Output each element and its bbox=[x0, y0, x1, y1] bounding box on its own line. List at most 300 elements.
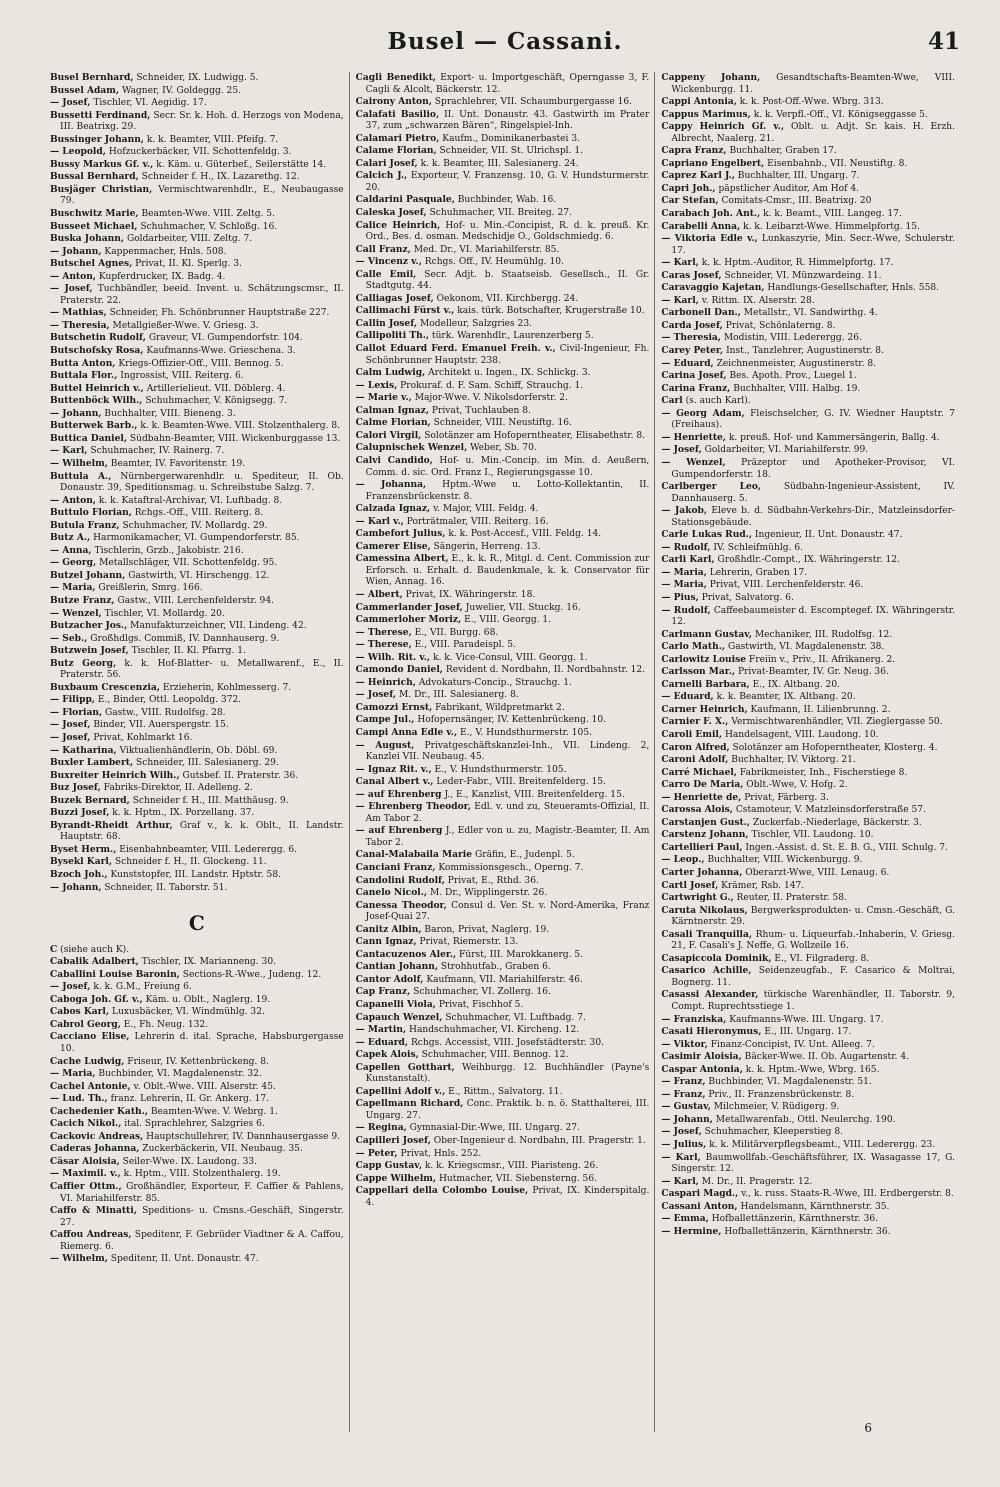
directory-entry bbox=[356, 553, 650, 589]
directory-entry bbox=[356, 789, 650, 802]
entry-details: Buchbinder, Wab. 16. bbox=[454, 195, 557, 206]
entry-name: Buschwitz Marie, bbox=[50, 208, 139, 220]
entry-details: Fürst, III. Marokkanerg. 5. bbox=[456, 949, 584, 960]
page-header bbox=[50, 28, 960, 62]
entry-details: Manufakturzeichner, VII. Lindeng. 42. bbox=[127, 621, 307, 632]
entry-name: — Florian, bbox=[50, 706, 103, 718]
entry-details: Tischlerin, Grzb., Jakobistr. 216. bbox=[91, 545, 244, 556]
directory-entry bbox=[661, 457, 955, 481]
directory-entry bbox=[661, 332, 955, 345]
directory-entry bbox=[661, 408, 955, 432]
entry-details: ital. Sprachlehrer, Salzgries 6. bbox=[121, 1119, 265, 1130]
directory-entry bbox=[356, 1135, 650, 1148]
directory-entry bbox=[661, 666, 955, 679]
entry-name: Caffier Ottm., bbox=[50, 1181, 122, 1193]
entry-name: Bysekl Karl, bbox=[50, 856, 113, 868]
entry-details: Metallgießer-Wwe. V. Griesg. 3. bbox=[109, 320, 259, 331]
entry-name: Buska Johann, bbox=[50, 233, 125, 245]
entry-name: — Therese, bbox=[355, 639, 412, 651]
directory-entry bbox=[356, 1098, 650, 1122]
entry-name: — Filipp, bbox=[50, 694, 95, 706]
entry-name: Cappy Heinrich Gf. v., bbox=[661, 121, 785, 133]
entry-details: Edl. v. und zu, Steueramts-Offizial, II. Am Tabor 2. bbox=[365, 802, 650, 824]
entry-name: Carbonell Dan., bbox=[661, 307, 741, 319]
directory-entry bbox=[661, 1026, 955, 1039]
entry-name: Butz Georg, bbox=[50, 657, 117, 669]
entry-details: k. k. Hptm., IX. Porzellang. 37. bbox=[109, 808, 255, 819]
entry-details: türk. Warenhdlr., Laurenzerberg 5. bbox=[429, 331, 594, 342]
entry-name: Capanelli Viola, bbox=[355, 999, 436, 1011]
column-2 bbox=[356, 72, 656, 1432]
directory-entry bbox=[356, 96, 650, 109]
entry-details: Fleischselcher, G. IV. Wiedner Hauptstr. 7 (Freihaus). bbox=[671, 408, 956, 431]
entry-details: Artillerielieut. VII. Döblerg. 4. bbox=[143, 383, 286, 394]
directory-entry bbox=[661, 395, 955, 408]
directory-entry bbox=[356, 133, 650, 146]
entry-details: Privat, Schönlaterng. 8. bbox=[722, 320, 836, 331]
directory-entry bbox=[356, 330, 650, 343]
directory-entry bbox=[661, 691, 955, 704]
entry-name: Capri Joh., bbox=[661, 182, 716, 194]
entry-name: Butta Anton, bbox=[50, 357, 116, 369]
entry-name: Caffo & Minatti, bbox=[50, 1205, 137, 1217]
entry-name: — Maria, bbox=[50, 1068, 96, 1080]
entry-name: — Wilh. Rit. v., bbox=[355, 651, 431, 663]
directory-entry bbox=[661, 1201, 955, 1214]
entry-name: Caprez Karl J., bbox=[661, 170, 735, 182]
directory-entry bbox=[661, 505, 955, 529]
entry-details: Privatgeschäftskanzlei-Inh., VII. Lindeng. 2, Kanzlei VII. Neubaug. 45. bbox=[365, 740, 650, 763]
entry-name: Carabach Joh. Ant., bbox=[661, 208, 761, 220]
entry-details: Metallstr., VI. Sandwirthg. 4. bbox=[740, 308, 878, 319]
entry-name: Camessina Albert, bbox=[355, 553, 449, 565]
entry-details: Kappenmacher, Hnls. 508. bbox=[101, 246, 227, 257]
directory-entry bbox=[356, 109, 650, 133]
entry-details: E., V. Hundsthurmerstr. 105. bbox=[457, 727, 592, 738]
directory-entry bbox=[661, 1101, 955, 1114]
entry-details: Bergwerksprodukten- u. Cmsn.-Geschäft, G. Kärntnerstr. 29. bbox=[671, 905, 956, 928]
directory-entry bbox=[50, 807, 344, 820]
entry-details: Civil-Ingenieur, Fh. Schönbrunner Hauptstr. 238. bbox=[365, 344, 650, 366]
entry-name: — Regina, bbox=[355, 1122, 407, 1134]
entry-details: E., VI. Filgraderg. 8. bbox=[771, 953, 870, 964]
entry-name: — Seb., bbox=[50, 632, 88, 644]
entry-details: Lunkaszyrie, Min. Secr.-Wwe, Schulerstr. 17. bbox=[671, 234, 956, 256]
directory-entry bbox=[50, 645, 344, 658]
entry-name: Cappeny Johann, bbox=[661, 72, 761, 83]
entry-details: E., Binder, Ottl. Leopoldg. 372. bbox=[94, 695, 242, 706]
entry-details: k. k. Post-Accesf., VIII. Feldg. 14. bbox=[445, 529, 602, 540]
directory-entry bbox=[356, 639, 650, 652]
directory-entry bbox=[50, 408, 344, 421]
entry-details: k. k. Beamter, III. Salesianerg. 24. bbox=[417, 158, 579, 169]
entry-name: Caron Alfred, bbox=[661, 741, 730, 753]
entry-name: Butz A., bbox=[50, 532, 91, 544]
entry-details: Secr. Sr. k. Hoh. d. Herzogs von Modena, III. Beatrixg. 29. bbox=[60, 110, 344, 133]
entry-details: Freiin v., Priv., II. Afrikanerg. 2. bbox=[746, 654, 896, 665]
directory-entry bbox=[50, 495, 344, 508]
entry-name: Buzzi Josef, bbox=[50, 807, 110, 819]
entry-details: v. Rittm. IX. Alserstr. 28. bbox=[698, 295, 815, 306]
entry-details: Privat, Tuchlauben 8. bbox=[429, 405, 531, 416]
entry-name: Calzada Ignaz, bbox=[355, 503, 431, 515]
directory-entry bbox=[356, 1062, 650, 1086]
entry-details: Export- u. Importgeschäft, Operngasse 3, F. Cagli & Alcolt, Bäckerstr. 12. bbox=[365, 73, 650, 95]
entry-details: Kunststopfer, III. Landstr. Hptstr. 58. bbox=[107, 870, 282, 880]
entry-name: — Martin, bbox=[355, 1024, 407, 1036]
entry-name: — Heinrich, bbox=[355, 676, 416, 688]
entry-name: Bussinger Johann, bbox=[50, 133, 144, 145]
entry-name: Cabrol Georg, bbox=[50, 1018, 121, 1030]
directory-entry bbox=[661, 529, 955, 542]
directory-entry bbox=[661, 742, 955, 755]
entry-details: Metallwarenfab., Ottl. Neulerchg. 190. bbox=[712, 1114, 896, 1125]
entry-name: Butzel Johann, bbox=[50, 569, 126, 581]
entry-name: Casarico Achille, bbox=[661, 965, 752, 977]
entry-name: Buttel Heinrich v., bbox=[50, 382, 144, 394]
entry-name: Callot Eduard Ferd. Emanuel Freih. v., bbox=[355, 343, 556, 355]
directory-entry bbox=[356, 318, 650, 331]
directory-entry bbox=[661, 1126, 955, 1139]
entry-name: Carner Heinrich, bbox=[661, 703, 748, 715]
directory-entry bbox=[356, 875, 650, 888]
directory-entry bbox=[356, 455, 650, 479]
entry-name: — Josef, bbox=[50, 981, 91, 993]
directory-entry bbox=[356, 170, 650, 194]
entry-name: Carey Peter, bbox=[661, 345, 724, 357]
directory-entry bbox=[50, 620, 344, 633]
directory-entry bbox=[356, 158, 650, 171]
directory-entry bbox=[50, 395, 344, 408]
entry-details: Privat, IX. Währingerstr. 18. bbox=[402, 589, 536, 600]
entry-details: k. k. Hof-Blatter- u. Metallwarenf., E., II. Praterstr. 56. bbox=[60, 658, 344, 681]
directory-entry bbox=[50, 856, 344, 869]
entry-name: — Anna, bbox=[50, 544, 92, 556]
entry-details: Privat, IX. Kinderspitalg. 4. bbox=[365, 1186, 650, 1208]
entry-name: Calvi Candido, bbox=[355, 454, 433, 466]
entry-details: J., Edler von u. zu, Magistr.-Beamter, II. Am Tabor 2. bbox=[365, 826, 650, 848]
entry-details: E., VII. Burgg. 68. bbox=[411, 627, 499, 638]
entry-details: Cstamoteur, V. Matzleinsdorferstraße 57. bbox=[732, 805, 926, 816]
directory-entry bbox=[661, 358, 955, 371]
directory-entry bbox=[50, 1093, 344, 1106]
directory-entry bbox=[50, 882, 344, 895]
entry-name: — Josef, bbox=[661, 444, 702, 456]
entry-name: Calori Virgil, bbox=[355, 429, 422, 441]
directory-entry bbox=[661, 1039, 955, 1052]
entry-details: Eleve b. d. Südbahn-Verkehrs-Dir., Matzleinsdorfer-Stationsgebäude. bbox=[671, 506, 956, 528]
directory-entry bbox=[661, 679, 955, 692]
directory-entry bbox=[50, 1006, 344, 1019]
directory-entry bbox=[356, 442, 650, 455]
entry-name: Canciani Franz, bbox=[355, 862, 436, 873]
entry-details: Rhum- u. Liqueurfab.-Inhaberin, V. Griesg. 21, F. Casali's J. Neffe, G. Wollzeile 16. bbox=[671, 929, 956, 952]
entry-name: Canal Albert v., bbox=[355, 776, 434, 788]
entry-details: Schneider, VII. St. Ulrichspl. 1. bbox=[436, 146, 584, 157]
directory-entry bbox=[661, 567, 955, 580]
entry-details: k. k. Hptm.-Auditor, R. Himmelpfortg. 17. bbox=[698, 258, 894, 269]
entry-details: Großhändler, Exporteur, F. Caffier & Pahlens, VI. Mariahilferstr. 85. bbox=[60, 1182, 344, 1204]
entry-details: Graveur, VI. Gumpendorfstr. 104. bbox=[145, 333, 303, 344]
entry-details: k. k. Leibarzt-Wwe. Himmelpfortg. 15. bbox=[740, 221, 920, 232]
entry-name: Capek Alois, bbox=[355, 1049, 419, 1061]
entry-details: Buchhalter, VIII. Bieneng. 3. bbox=[101, 408, 236, 419]
entry-name: Butschetin Rudolf, bbox=[50, 332, 146, 344]
directory-entry bbox=[50, 745, 344, 758]
page-number: 41 bbox=[927, 28, 960, 55]
directory-entry bbox=[661, 145, 955, 158]
directory-entry bbox=[661, 72, 955, 96]
directory-entry bbox=[50, 532, 344, 545]
directory-entry bbox=[50, 246, 344, 259]
entry-name: — Josef, bbox=[50, 97, 91, 109]
entry-name: Busel Bernhard, bbox=[50, 72, 134, 83]
entry-name: Butze Franz, bbox=[50, 594, 115, 606]
directory-entry bbox=[661, 716, 955, 729]
entry-details: Consul d. Ver. St. v. Nord-Amerika, Franz Josef-Quai 27. bbox=[365, 900, 650, 923]
entry-name: Cantian Johann, bbox=[355, 961, 438, 973]
entry-name: Cambefort Julius, bbox=[355, 528, 446, 540]
entry-name: — Hermine, bbox=[661, 1225, 722, 1237]
entry-name: Carabelli Anna, bbox=[661, 220, 741, 232]
entry-name: — Josef, bbox=[355, 689, 397, 701]
directory-entry bbox=[356, 367, 650, 380]
entry-details: Eisenbahnb., VII. Neustiftg. 8. bbox=[764, 158, 908, 169]
entry-details: Caffeebaumeister d. Escomptegef. IX. Währingerstr. 12. bbox=[671, 605, 956, 628]
entry-name: Calafati Basilio, bbox=[355, 108, 440, 120]
directory-entry bbox=[356, 652, 650, 665]
entry-name: Cantacuzenos Aler., bbox=[355, 948, 457, 960]
entry-name: Bussal Bernhard, bbox=[50, 171, 139, 183]
entry-name: — Johann, bbox=[50, 245, 102, 257]
entry-details: Revident d. Nordbahn, II. Nordbahnstr. 12. bbox=[442, 665, 646, 676]
entry-name: Callimachi Fürst v., bbox=[355, 305, 455, 317]
entry-name: Carle Lukas Rud., bbox=[661, 529, 753, 541]
entry-name: Calle Emil, bbox=[355, 268, 417, 280]
directory-entry bbox=[661, 1176, 955, 1189]
directory-entry bbox=[356, 776, 650, 789]
entry-name: — Wenzel, bbox=[661, 456, 726, 468]
entry-name: — Rudolf, bbox=[661, 604, 711, 616]
entry-details: Schuhmacher, IV. Rainerg. 7. bbox=[87, 446, 225, 457]
directory-entry bbox=[50, 570, 344, 583]
entry-details: Rchgs. Off., IV. Heumühlg. 10. bbox=[421, 257, 564, 268]
entry-details: Südbahn-Beamter, VIII. Wickenburggasse 13. bbox=[127, 433, 341, 444]
entry-name: Candolini Rudolf, bbox=[355, 874, 445, 886]
directory-entry bbox=[661, 96, 955, 109]
entry-name: Carnelli Barbara, bbox=[661, 678, 750, 690]
entry-name: Cassani Anton, bbox=[661, 1200, 738, 1212]
directory-entry bbox=[50, 844, 344, 857]
directory-entry bbox=[356, 430, 650, 443]
entry-details: Gräfin, E., Judenpl. 5. bbox=[472, 850, 575, 861]
directory-entry bbox=[661, 554, 955, 567]
entry-name: Cartwright G., bbox=[661, 892, 734, 904]
entry-details: kais. türk. Botschafter, Krugerstraße 10. bbox=[454, 306, 645, 317]
entry-name: Buxbaum Crescenzia, bbox=[50, 681, 160, 693]
entry-name: Call Franz, bbox=[355, 243, 411, 255]
entry-details: Prokuraf. d. F. Sam. Schiff, Strauchg. 1. bbox=[397, 380, 584, 391]
entry-details: M. Dr., Wipplingerstr. 26. bbox=[427, 888, 548, 899]
entry-details: Goldarbeiter, VIII. Zeltg. 7. bbox=[124, 234, 253, 245]
entry-details: Friseur, IV. Kettenbrückeng. 8. bbox=[124, 1056, 269, 1067]
directory-entry bbox=[356, 862, 650, 875]
entry-name: Capauch Wenzel, bbox=[355, 1011, 443, 1023]
directory-entry bbox=[356, 1012, 650, 1025]
entry-details: k. k. Militärverpflegsbeamt., VIII. Lederergg. 23. bbox=[706, 1140, 936, 1151]
directory-entry bbox=[661, 170, 955, 183]
entry-name: Butzwein Josef, bbox=[50, 645, 129, 657]
entry-name: Cache Ludwig, bbox=[50, 1055, 125, 1067]
entry-name: — Therese, bbox=[355, 626, 412, 638]
directory-entry bbox=[356, 541, 650, 554]
entry-name: Caroni Adolf, bbox=[661, 754, 729, 766]
entry-name: Cackovic Andreas, bbox=[50, 1130, 144, 1142]
entry-name: Caffou Andreas, bbox=[50, 1229, 132, 1241]
entry-details: Schuhmacher, Kleeperstieg 8. bbox=[701, 1127, 844, 1138]
entry-name: Cairony Anton, bbox=[355, 96, 432, 108]
entry-details: Hofballettänzerin, Kärnthnerstr. 36. bbox=[721, 1226, 891, 1237]
entry-details: Bes. Apoth. Prov., Luegel 1. bbox=[726, 371, 857, 382]
entry-details: Graf v., k. k. Oblt., II. Landstr. Hauptstr. 68. bbox=[60, 820, 344, 843]
entry-details: E., VIII. Paradeispl. 5. bbox=[411, 640, 516, 651]
entry-details: Tischler, VI. Mollardg. 20. bbox=[101, 608, 225, 619]
entry-name: Buttula A., bbox=[50, 470, 112, 482]
directory-entry bbox=[50, 1056, 344, 1069]
entry-name: Carlmann Gustav, bbox=[661, 628, 752, 640]
directory-entry bbox=[661, 1014, 955, 1027]
entry-name: — Leop., bbox=[661, 854, 705, 866]
entry-name: Cappus Marimus, bbox=[661, 108, 751, 120]
directory-entry bbox=[356, 220, 650, 244]
directory-entry bbox=[356, 1049, 650, 1062]
entry-details: v. Major, VIII. Feldg. 4. bbox=[430, 504, 539, 515]
directory-entry bbox=[661, 779, 955, 792]
entry-details: Solotänzer am Hofoperntheater, Klosterg. 4. bbox=[729, 742, 938, 753]
entry-name: Buxreiter Heinrich Wilh., bbox=[50, 769, 180, 781]
directory-entry bbox=[50, 658, 344, 682]
entry-details: M. Dr., II. Pragerstr. 12. bbox=[698, 1176, 813, 1187]
entry-details: Ingenieur, II. Unt. Donaustr. 47. bbox=[752, 530, 903, 541]
directory-entry bbox=[661, 1064, 955, 1077]
entry-details: Hauptschullehrer, IV. Dannhausergasse 9. bbox=[143, 1131, 341, 1142]
entry-name: Cartl Josef, bbox=[661, 879, 719, 891]
entry-name: Car Stefan, bbox=[661, 195, 719, 207]
entry-details: Oberarzt-Wwe, VIII. Lenaug. 6. bbox=[742, 868, 890, 878]
entry-name: Bussetti Ferdinand, bbox=[50, 109, 151, 121]
entry-name: Calice Heinrich, bbox=[355, 219, 441, 231]
directory-entry bbox=[50, 332, 344, 345]
entry-details: Kommissionsgesch., Operng. 7. bbox=[435, 863, 584, 873]
entry-details: k. k. Beamter, VIII. Pfeifg. 7. bbox=[143, 134, 279, 145]
running-title: Busel — Cassani. bbox=[387, 28, 623, 55]
entry-details: Binder, VII. Auerspergstr. 15. bbox=[90, 720, 229, 731]
entry-details: Schuhmacher, V. Königsegg. 7. bbox=[142, 396, 288, 407]
directory-entry bbox=[661, 953, 955, 966]
entry-name: Cappi Antonia, bbox=[661, 96, 737, 108]
entry-name: — Karl, bbox=[661, 1151, 701, 1163]
entry-details: türkische Warenhändler, II. Taborstr. 9, Compt. Ruprechtsstiege 1. bbox=[671, 990, 956, 1013]
directory-entry bbox=[661, 444, 955, 457]
entry-name: Cachedenier Kath., bbox=[50, 1105, 148, 1117]
entry-details: Gastw., VIII. Rudolfsg. 28. bbox=[102, 707, 226, 718]
entry-name: C bbox=[50, 943, 58, 955]
entry-name: Cap Franz, bbox=[355, 986, 411, 998]
entry-name: — Anton, bbox=[50, 494, 96, 506]
directory-entry bbox=[50, 732, 344, 745]
entry-name: — Ehrenberg Theodor, bbox=[355, 801, 471, 813]
entry-name: Bussy Markus Gf. v., bbox=[50, 158, 154, 170]
directory-entry bbox=[356, 801, 650, 825]
entry-name: Carlowitz Louise bbox=[661, 653, 747, 665]
directory-entry bbox=[50, 420, 344, 433]
directory-entry bbox=[50, 981, 344, 994]
entry-details: Hutmacher, VII. Siebensterng. 56. bbox=[436, 1173, 597, 1184]
entry-name: Buttulo Florian, bbox=[50, 507, 132, 519]
directory-entry bbox=[356, 405, 650, 418]
entry-name: — Leopold, bbox=[50, 146, 106, 158]
entry-name: Camerer Elise, bbox=[355, 540, 431, 552]
entry-details: Beamter, IV. Favoritenstr. 19. bbox=[107, 458, 246, 469]
directory-entry bbox=[661, 1226, 955, 1239]
directory-entry bbox=[661, 842, 955, 855]
directory-entry bbox=[50, 171, 344, 184]
entry-details: Südbahn-Ingenieur-Assistent, IV. Dannhauserg. 5. bbox=[671, 482, 956, 504]
entry-details: Rchgs.-Off., VIII. Reiterg. 8. bbox=[131, 508, 264, 519]
entry-details: Zeichnenmeister, Augustinerstr. 8. bbox=[713, 358, 877, 369]
entry-details: Kaufmann, VII. Mariahilferstr. 46. bbox=[423, 974, 583, 985]
entry-details: Oekonom, VII. Kirchbergg. 24. bbox=[433, 293, 579, 304]
directory-entry bbox=[50, 1131, 344, 1144]
entry-name: Carossa Alois, bbox=[661, 804, 733, 816]
directory-entry bbox=[661, 370, 955, 383]
directory-entry bbox=[50, 795, 344, 808]
entry-details: E., Fh. Neug. 132. bbox=[120, 1019, 209, 1030]
entry-name: — Franz, bbox=[661, 1088, 706, 1100]
directory-entry bbox=[661, 892, 955, 905]
entry-name: Cann Ignaz, bbox=[355, 936, 417, 948]
entry-details: Strohhutfab., Graben 6. bbox=[438, 962, 551, 973]
directory-entry bbox=[356, 244, 650, 257]
entry-details: Schneider f. H., II. Glockeng. 11. bbox=[112, 857, 267, 868]
entry-name: Capp Gustav, bbox=[355, 1160, 422, 1172]
directory-entry bbox=[661, 1051, 955, 1064]
entry-name: Carlsson Mar., bbox=[661, 666, 736, 678]
entry-name: — Maximil. v., bbox=[50, 1168, 121, 1180]
entry-details: Gastwirth, VI. Hirschengg. 12. bbox=[125, 570, 270, 581]
entry-name: Canessa Theodor, bbox=[355, 899, 447, 911]
directory-entry bbox=[50, 271, 344, 284]
entry-name: — auf Ehrenberg bbox=[355, 788, 442, 800]
entry-name: Casimir Aloisia, bbox=[661, 1051, 742, 1063]
entry-details: II. Unt. Donaustr. 43. Gastwirth im Prater 37, zum „schwarzen Bären“, Ringelspiel-Inh. bbox=[365, 109, 650, 132]
directory-entry bbox=[661, 654, 955, 667]
entry-name: Calm Ludwig, bbox=[355, 367, 426, 379]
directory-entry bbox=[50, 820, 344, 844]
entry-details: Gutsbef. II. Praterstr. 36. bbox=[179, 770, 299, 781]
directory-entry bbox=[661, 579, 955, 592]
entry-name: Camozzi Ernst, bbox=[355, 701, 433, 713]
entry-name: Bzoch Joh., bbox=[50, 869, 108, 880]
entry-name: Calman Ignaz, bbox=[355, 404, 429, 416]
directory-entry bbox=[356, 392, 650, 405]
entry-name: Campi Anna Edle v., bbox=[355, 726, 458, 738]
entry-details: Schneider f. H., IX. Lazarethg. 12. bbox=[138, 172, 300, 183]
entry-details: Tischler, VII. Laudong. 10. bbox=[748, 830, 874, 841]
entry-name: — Wilhelm, bbox=[50, 457, 108, 469]
directory-entry bbox=[661, 307, 955, 320]
directory-entry bbox=[50, 633, 344, 646]
